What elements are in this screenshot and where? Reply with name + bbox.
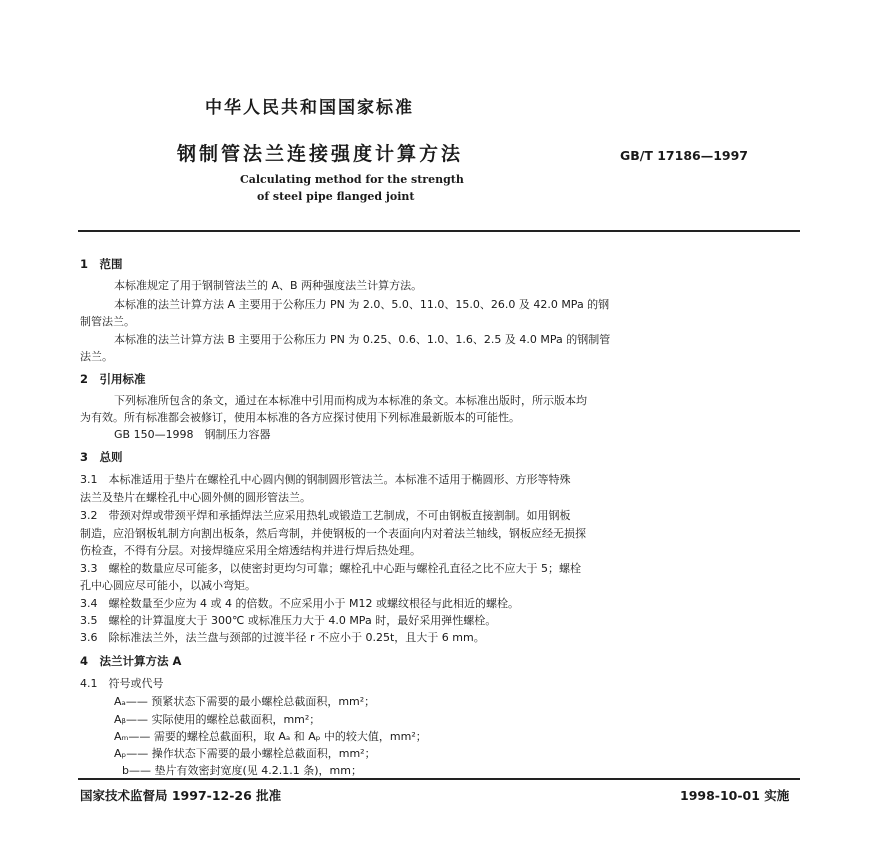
paragraph-line: 制管法兰。 [80, 315, 135, 328]
english-title-line2: of steel pipe flanged joint [257, 190, 415, 203]
paragraph-line: 3.4 螺栓数量至少应为 4 或 4 的倍数。不应采用小于 M12 或螺纹根径与此相近的螺栓。 [80, 597, 519, 610]
section-heading-method-a: 4 法兰计算方法 A [80, 654, 182, 668]
symbol-definition: Aₚ—— 操作状态下需要的最小螺栓总截面积，mm²； [114, 747, 376, 760]
paragraph-line: 3.2 带颈对焊或带颈平焊和承插焊法兰应采用热轧或锻造工艺制成，不可由钢板直接割制。如用钢板 [80, 509, 571, 522]
paragraph-line: 3.6 除标准法兰外，法兰盘与颈部的过渡半径 r 不应小于 0.25t，且大于 6 mm。 [80, 631, 485, 644]
standard-name: 中华人民共和国国家标准 [205, 98, 414, 118]
paragraph-line: 3.5 螺栓的计算温度大于 300℃ 或标准压力大于 4.0 MPa 时，最好采用弹性螺栓。 [80, 614, 497, 627]
paragraph-line: 为有效。所有标准都会被修订，使用本标准的各方应探讨使用下列标准最新版本的可能性。 [80, 411, 520, 424]
header-divider [78, 230, 800, 232]
paragraph-line: 孔中心圆应尽可能小，以减小弯矩。 [80, 579, 256, 592]
paragraph-line: 本标准的法兰计算方法 B 主要用于公称压力 PN 为 0.25、0.6、1.0、1.6、2.5 及 4.0 MPa 的钢制管 [114, 333, 611, 346]
section-heading-general: 3 总则 [80, 450, 123, 464]
paragraph-line: 制造，应沿钢板轧制方向割出板条，然后弯制，并使钢板的一个表面向内对着法兰轴线，钢板应经无损探 [80, 527, 586, 540]
implementation-date: 1998-10-01 实施 [680, 788, 790, 803]
paragraph-line: 3.3 螺栓的数量应尽可能多，以使密封更均匀可靠；螺栓孔中心距与螺栓孔直径之比不应大于 5；螺栓 [80, 562, 581, 575]
english-title-line1: Calculating method for the strength [240, 173, 464, 186]
section-heading-scope: 1 范围 [80, 257, 123, 271]
subsection-heading: 4.1 符号或代号 [80, 677, 164, 690]
symbol-definition: Aₘ—— 需要的螺栓总截面积，取 Aₐ 和 Aₚ 中的较大值，mm²； [114, 730, 427, 743]
paragraph-line: 下列标准所包含的条文，通过在本标准中引用而构成为本标准的条文。本标准出版时，所示版本均 [114, 394, 587, 407]
section-heading-references: 2 引用标准 [80, 372, 146, 386]
symbol-definition: Aₐ—— 预紧状态下需要的最小螺栓总截面积，mm²； [114, 695, 376, 708]
symbol-definition: Aᵦ—— 实际使用的螺栓总截面积，mm²； [114, 713, 321, 726]
paragraph-line: 法兰。 [80, 350, 113, 363]
standard-code: GB/T 17186—1997 [620, 148, 749, 163]
approval-date: 国家技术监督局 1997-12-26 批准 [80, 788, 282, 803]
reference-item: GB 150—1998 钢制压力容器 [114, 428, 271, 441]
paragraph-line: 本标准的法兰计算方法 A 主要用于公称压力 PN 为 2.0、5.0、11.0、15.0、26.0 及 42.0 MPa 的钢 [114, 298, 610, 311]
paragraph-line: 伤检查，不得有分层。对接焊缝应采用全熔透结构并进行焊后热处理。 [80, 544, 421, 557]
footer-divider [78, 778, 800, 780]
paragraph-line: 法兰及垫片在螺栓孔中心圆外侧的圆形管法兰。 [80, 491, 311, 504]
symbol-definition: b—— 垫片有效密封宽度(见 4.2.1.1 条)，mm； [122, 764, 362, 777]
paragraph-line: 3.1 本标准适用于垫片在螺栓孔中心圆内侧的钢制圆形管法兰。本标准不适用于椭圆形、方形等特殊 [80, 473, 571, 486]
paragraph-line: 本标准规定了用于钢制管法兰的 A、B 两种强度法兰计算方法。 [114, 279, 423, 292]
document-title: 钢制管法兰连接强度计算方法 [177, 143, 464, 165]
